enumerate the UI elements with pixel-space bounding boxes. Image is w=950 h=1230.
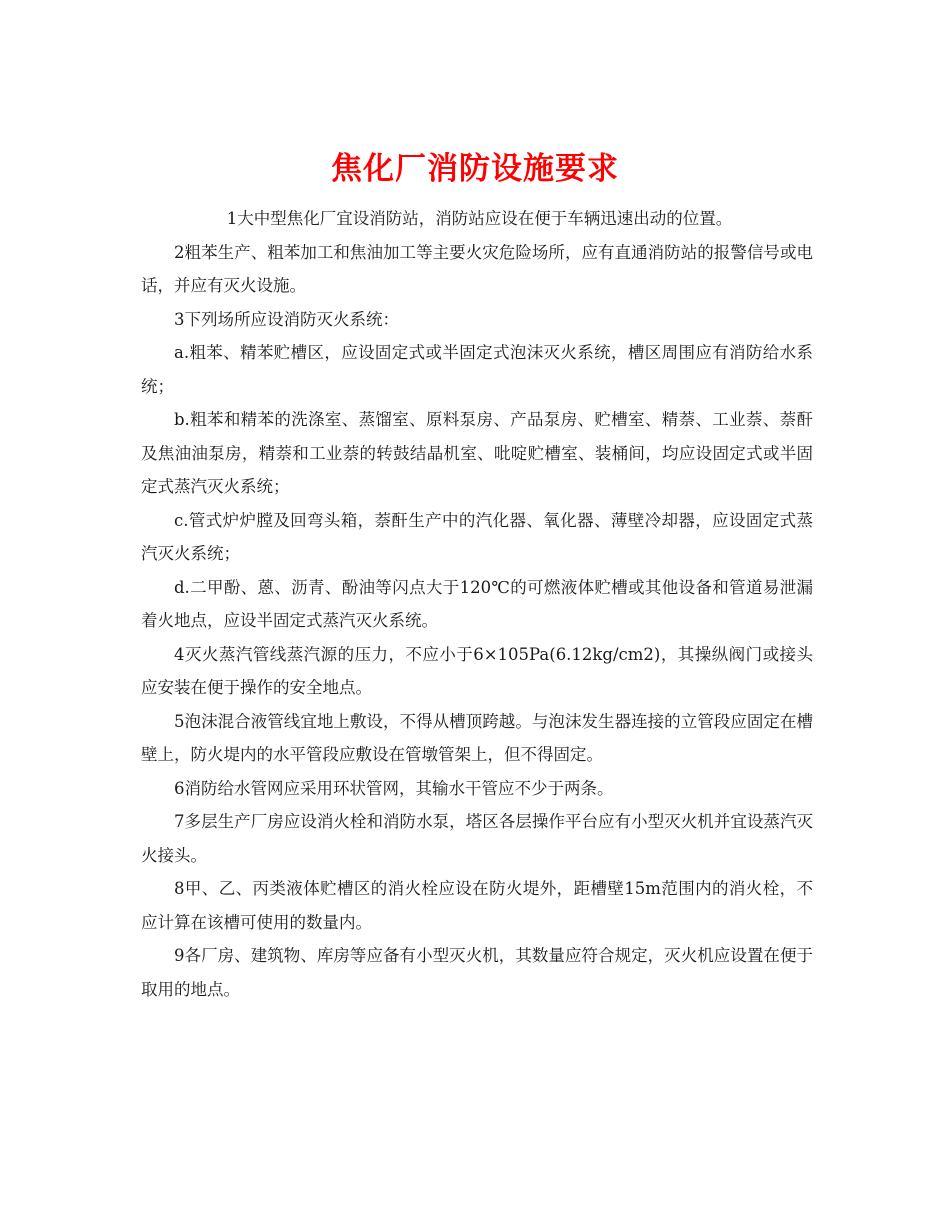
paragraph-9: 9各厂房、建筑物、库房等应备有小型灭火机，其数量应符合规定，灭火机应设置在便于取用的地点。: [141, 946, 813, 999]
paragraph-3b: b.粗苯和精苯的洗涤室、蒸馏室、原料泵房、产品泵房、贮槽室、精萘、工业萘、萘酐及焦油油泵房，精萘和工业萘的转鼓结晶机室、吡啶贮槽室、装桶间，均应设固定式或半固定式蒸汽灭火系统；: [141, 410, 813, 496]
paragraph-5: 5泡沫混合液管线宜地上敷设，不得从槽顶跨越。与泡沫发生器连接的立管段应固定在槽壁上，防火堤内的水平管段应敷设在管墩管架上，但不得固定。: [141, 711, 813, 764]
paragraph-3: 3下列场所应设消防灭火系统：: [174, 309, 399, 329]
paragraph-3c: c.管式炉炉膛及回弯头箱，萘酐生产中的汽化器、氧化器、薄壁冷却器，应设固定式蒸汽灭火系统；: [141, 510, 813, 563]
paragraph-8: 8甲、乙、丙类液体贮槽区的消火栓应设在防火堤外，距槽壁15m范围内的消火栓，不应计算在该槽可使用的数量内。: [141, 879, 813, 932]
paragraph-6: 6消防给水管网应采用环状管网，其输水干管应不少于两条。: [174, 778, 614, 798]
document-body: [141, 202, 813, 1006]
paragraph-3a: a.粗苯、精苯贮槽区，应设固定式或半固定式泡沫灭火系统，槽区周围应有消防给水系统；: [141, 343, 813, 396]
paragraph-2: 2粗苯生产、粗苯加工和焦油加工等主要火灾危险场所，应有直通消防站的报警信号或电话，并应有灭火设施。: [141, 242, 813, 295]
paragraph-3d: d.二甲酚、蒽、沥青、酚油等闪点大于120℃的可燃液体贮槽或其他设备和管道易泄漏着火地点，应设半固定式蒸汽灭火系统。: [141, 577, 813, 630]
paragraph-7: 7多层生产厂房应设消火栓和消防水泵，塔区各层操作平台应有小型灭火机并宜设蒸汽灭火接头。: [141, 812, 813, 865]
document-title: 焦化厂消防设施要求: [331, 150, 619, 187]
paragraph-4: 4灭火蒸汽管线蒸汽源的压力，不应小于6×105Pa(6.12kg/cm2)，其操纵阀门或接头应安装在便于操作的安全地点。: [141, 644, 813, 697]
paragraph-1: 1大中型焦化厂宜设消防站，消防站应设在便于车辆迅速出动的位置。: [226, 209, 733, 228]
